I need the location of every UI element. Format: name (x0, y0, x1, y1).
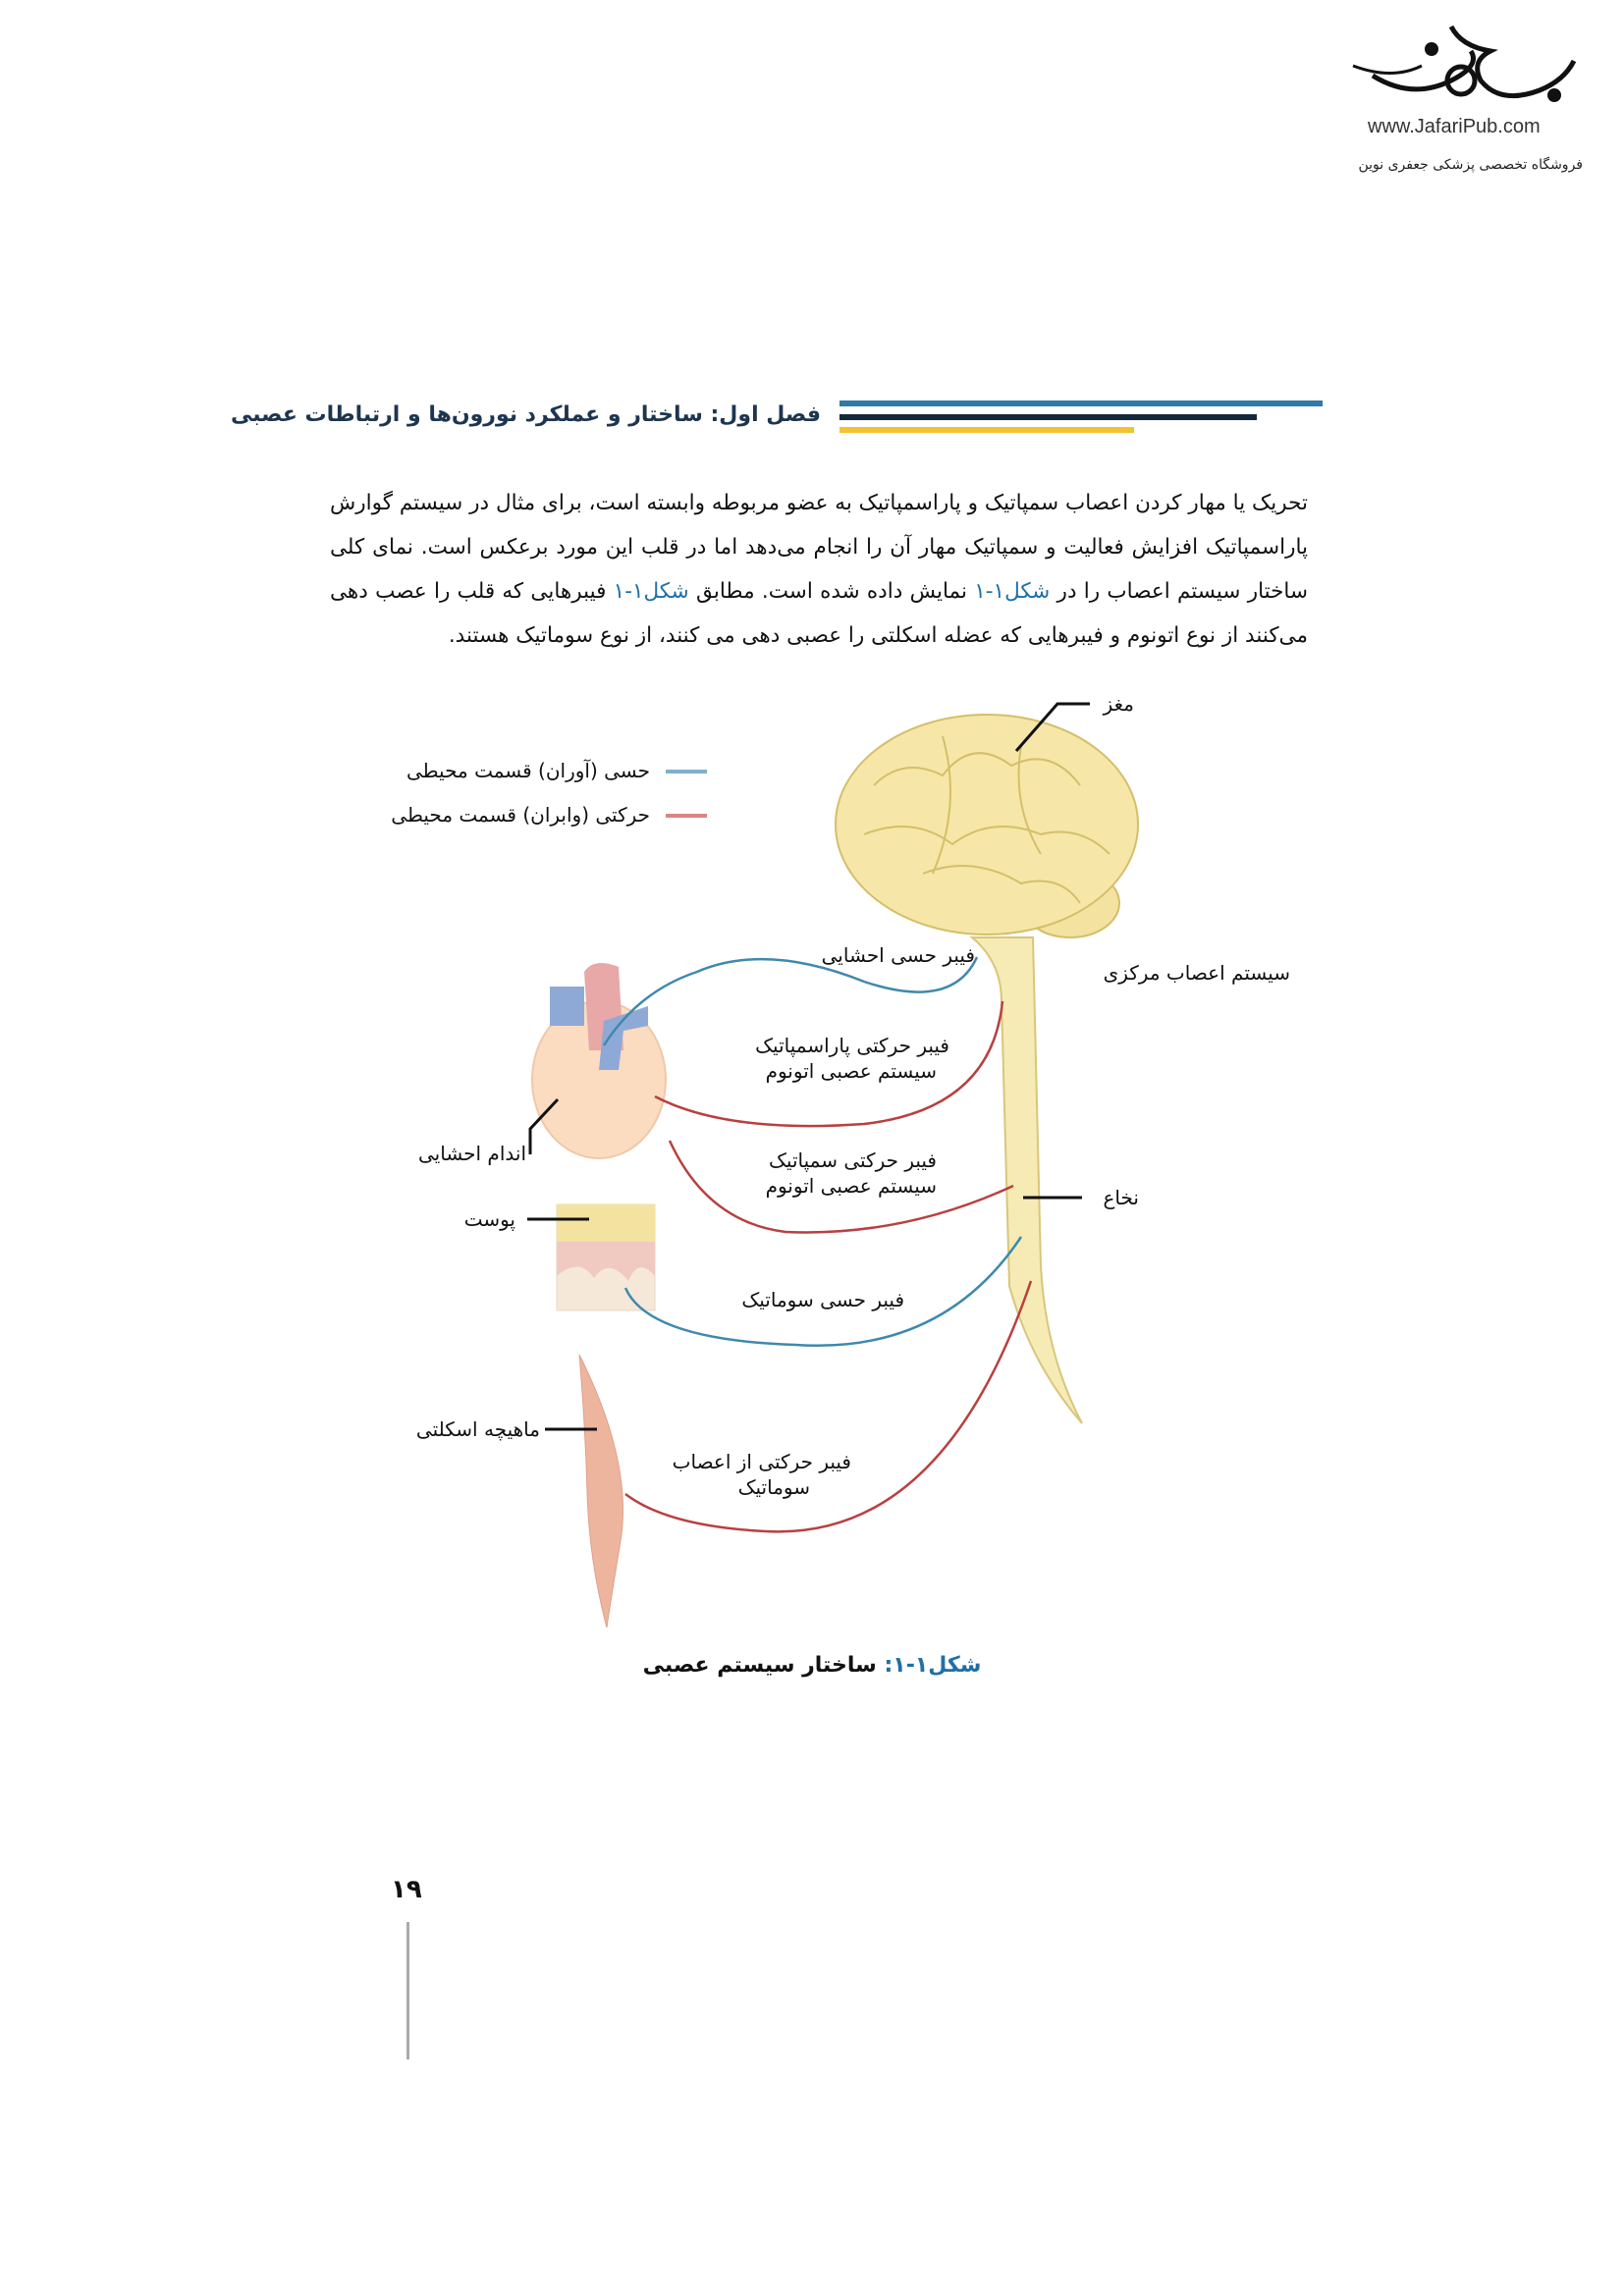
caption-number: شکل۱-۱: (884, 1653, 982, 1678)
figure-caption (0, 1653, 1624, 1678)
sympathetic-label-line1: فیبر حرکتی سمپاتیک (769, 1148, 937, 1172)
paragraph-text: فیبرهایی که قلب را عصب دهی می‌کنند از نوع اتونوم و فیبرهایی که عضله اسکلتی را عصبی دهی می کنند، از نوع سوماتیک هستند. (330, 579, 1308, 648)
brain-label: مغز (1103, 692, 1134, 716)
chapter-title: فصل اول: ساختار و عملکرد نورون‌ها و ارتباطات عصبی (230, 402, 821, 427)
paragraph-text: تحریک یا مهار کردن اعصاب سمپاتیک و پاراسمپاتیک به عضو مربوطه وابسته است، برای مثال در سیستم گوارش پاراسمپاتیک افزایش فعالیت و سمپاتیک مهار آن را انجام می‌دهد اما در قلب این مورد برعکس است. نمای کلی ساختار سیستم اعصاب را در (330, 491, 1308, 604)
nervous-system-figure (353, 677, 1296, 1639)
body-paragraph (330, 481, 1308, 658)
parasympathetic-label-line2: سیستم عصبی اتونوم (765, 1059, 937, 1083)
page-margin-rule (406, 1922, 409, 2059)
somatic-motor-label-line1: فیبر حرکتی از اعصاب (672, 1450, 851, 1473)
logo-tagline: فروشگاه تخصصی پزشکی جعفری نوین (1358, 157, 1583, 173)
brain-illustration (836, 715, 1138, 934)
skeletal-muscle-illustration (579, 1355, 623, 1628)
visceral-organ-label: اندام احشایی (417, 1142, 526, 1165)
page-number: ۱۹ (391, 1875, 422, 1904)
spinal-cord-illustration (972, 937, 1082, 1423)
skin-label: پوست (463, 1207, 515, 1231)
caption-text: ساختار سیستم عصبی (642, 1653, 885, 1678)
header-rule-blue (839, 400, 1323, 406)
sympathetic-label-line2: سیستم عصبی اتونوم (765, 1174, 937, 1198)
visceral-sensory-fiber (604, 957, 977, 1045)
paragraph-text: نمایش داده شده است. مطابق (688, 579, 975, 604)
figure-reference-link[interactable]: شکل۱-۱ (974, 579, 1051, 604)
skeletal-muscle-label: ماهیچه اسکلتی (415, 1417, 540, 1441)
publisher-logo (1333, 22, 1589, 188)
figure-reference-link[interactable]: شکل۱-۱ (613, 579, 689, 604)
cns-label: سیستم اعصاب مرکزی (1103, 961, 1290, 985)
header-rule-dark (839, 414, 1257, 420)
visceral-sensory-label: فیبر حسی احشایی (821, 943, 975, 967)
calligraphy-logo-icon (1333, 22, 1589, 115)
somatic-sensory-label: فیبر حسی سوماتیک (741, 1288, 904, 1311)
somatic-motor-fiber (625, 1281, 1031, 1531)
header-rule-yellow (839, 427, 1134, 433)
logo-url: www.JafariPub.com (1368, 116, 1541, 137)
legend-sensory-label: حسی (آوران) قسمت محیطی (406, 759, 650, 782)
legend-motor-label: حرکتی (وابران) قسمت محیطی (391, 803, 650, 827)
spinal-cord-label: نخاع (1103, 1186, 1139, 1209)
somatic-motor-label-line2: سوماتیک (737, 1475, 810, 1499)
parasympathetic-label-line1: فیبر حرکتی پاراسمپاتیک (755, 1034, 949, 1057)
